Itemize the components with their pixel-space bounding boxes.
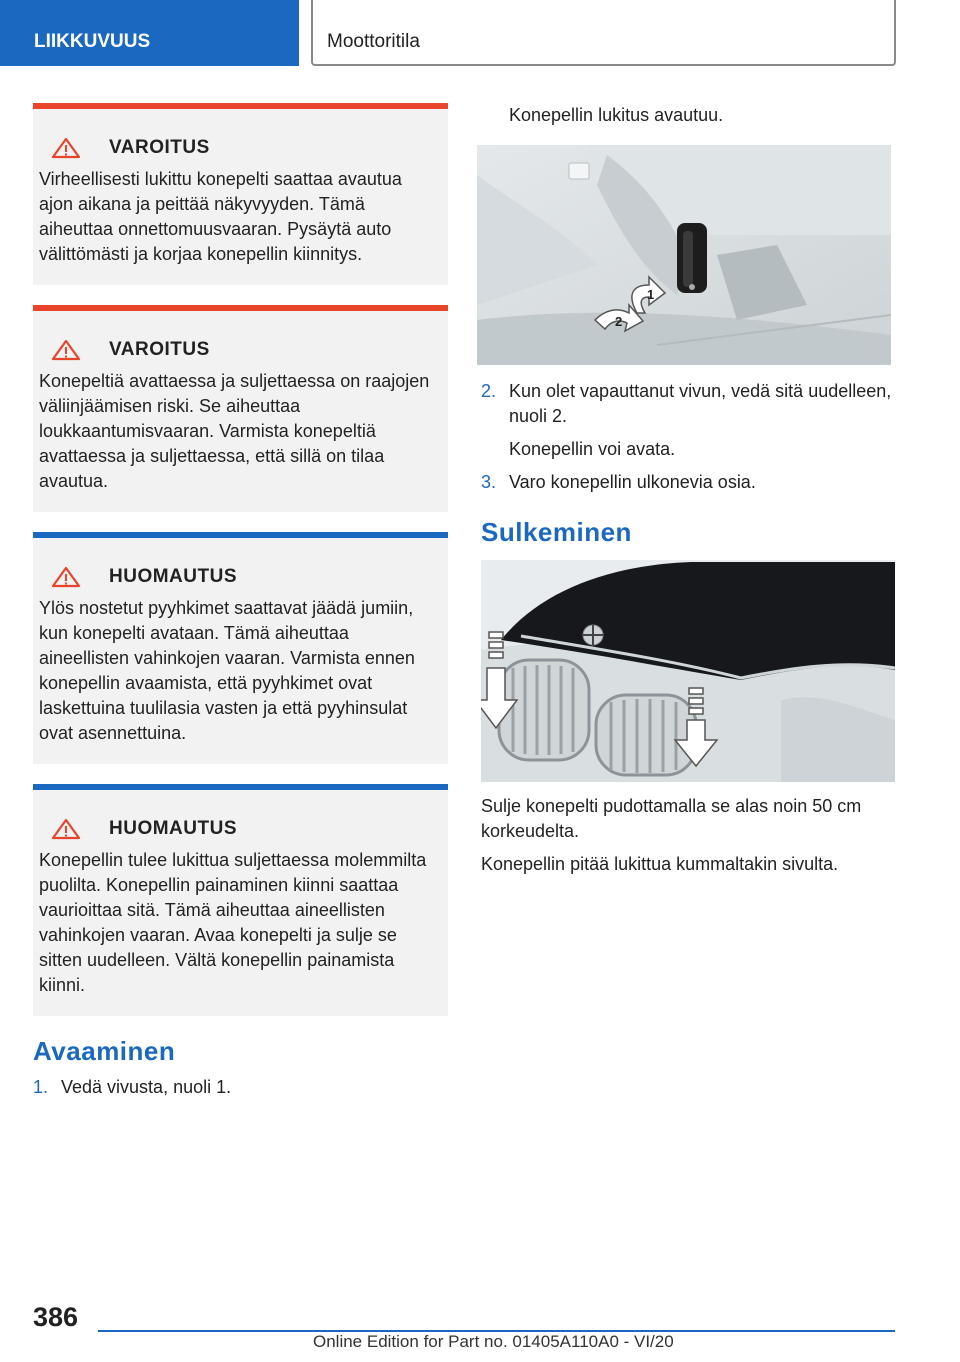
section-title: LIIKKUVUUS [34, 31, 151, 52]
notice-text: Konepellin tulee lukittua suljettaessa molemmilta puolilta. Konepellin painaminen kiinni saattaa vaurioittaa sitä. Tämä aiheuttaa aineellisten vahinkojen vaaran. Avaa konepelti ja sulje se sitten uudelleen. Vältä konepellin painamista kiinni. [39, 850, 427, 995]
warning-triangle-icon [51, 137, 81, 159]
step-number: 1. [33, 1077, 49, 1097]
step-number: 3. [481, 472, 497, 492]
notice-text: Virheellisesti lukittu konepelti saattaa avautua ajon aikana ja peittää näkyvyyden. Tämä aiheuttaa onnettomuusvaaran. Pysäytä auto välittömästi ja korjaa konepellin kiinnitys. [39, 169, 402, 264]
step-1-result: Konepellin lukitus avautuu. [509, 105, 724, 125]
chapter-title: Moottoritila [327, 31, 420, 52]
closing-hood-illustration [481, 560, 895, 782]
warning-box-2 [33, 305, 448, 512]
notice-header [39, 137, 438, 159]
page-header [0, 0, 960, 66]
notice-title: VAROITUS [109, 339, 210, 360]
notice-header [39, 566, 438, 588]
notice-header [39, 339, 438, 361]
chapter-box [311, 0, 896, 66]
right-column [477, 103, 897, 128]
edition-note: Online Edition for Part no. 01405A110A0 - VI/20 [313, 1332, 674, 1351]
notice-box-1 [33, 532, 448, 764]
page-number: 386 [33, 1302, 79, 1332]
notice-title: HUOMAUTUS [109, 566, 237, 587]
closing-paragraph-2: Konepellin pitää lukittua kummaltakin sivulta. [481, 854, 839, 874]
notice-title: VAROITUS [109, 137, 210, 158]
section-heading-opening: Avaaminen [33, 1036, 176, 1066]
warning-triangle-icon [51, 566, 81, 588]
section-tab [0, 0, 299, 66]
notice-text: Konepeltiä avattaessa ja suljettaessa on raajojen väliinjäämisen riski. Se aiheuttaa loukkaantumisvaaran. Varmista konepeltiä avattaessa ja suljettaessa, että sillä on tilaa avautua. [39, 371, 430, 491]
notice-header [39, 818, 438, 840]
step-3 [481, 470, 895, 495]
arrow-label-2: 2 [615, 314, 623, 329]
left-column [33, 103, 448, 1100]
step-text: Varo konepellin ulkonevia osia. [509, 472, 756, 492]
notice-box-2 [33, 784, 448, 1016]
step-2 [481, 379, 895, 429]
arrow-label-1: 1 [647, 287, 655, 302]
step-2-result: Konepellin voi avata. [509, 439, 676, 459]
notice-text: Ylös nostetut pyyhkimet saattavat jäädä jumiin, kun konepelti avataan. Tämä aiheuttaa aineellisten vahinkojen vaaran. Varmista ennen konepellin avaamista, että pyyhkimet ovat laskettuina tuulilasia vasten ja että pyyhinsulat ovat asennettuina. [39, 598, 415, 743]
step-number: 2. [481, 381, 497, 401]
step-text: Kun olet vapauttanut vivun, vedä sitä uudelleen, nuoli 2. [509, 381, 892, 426]
closing-text [481, 794, 895, 877]
section-heading-closing: Sulkeminen [481, 517, 632, 547]
warning-box-1 [33, 103, 448, 285]
notice-title: HUOMAUTUS [109, 818, 237, 839]
closing-paragraph-1: Sulje konepelti pudottamalla se alas noin 50 cm korkeudelta. [481, 796, 862, 841]
warning-triangle-icon [51, 818, 81, 840]
step-text: Vedä vivusta, nuoli 1. [61, 1077, 232, 1097]
hood-release-lever-illustration [477, 145, 891, 365]
step-1 [33, 1075, 448, 1100]
right-steps [481, 379, 895, 548]
warning-triangle-icon [51, 339, 81, 361]
